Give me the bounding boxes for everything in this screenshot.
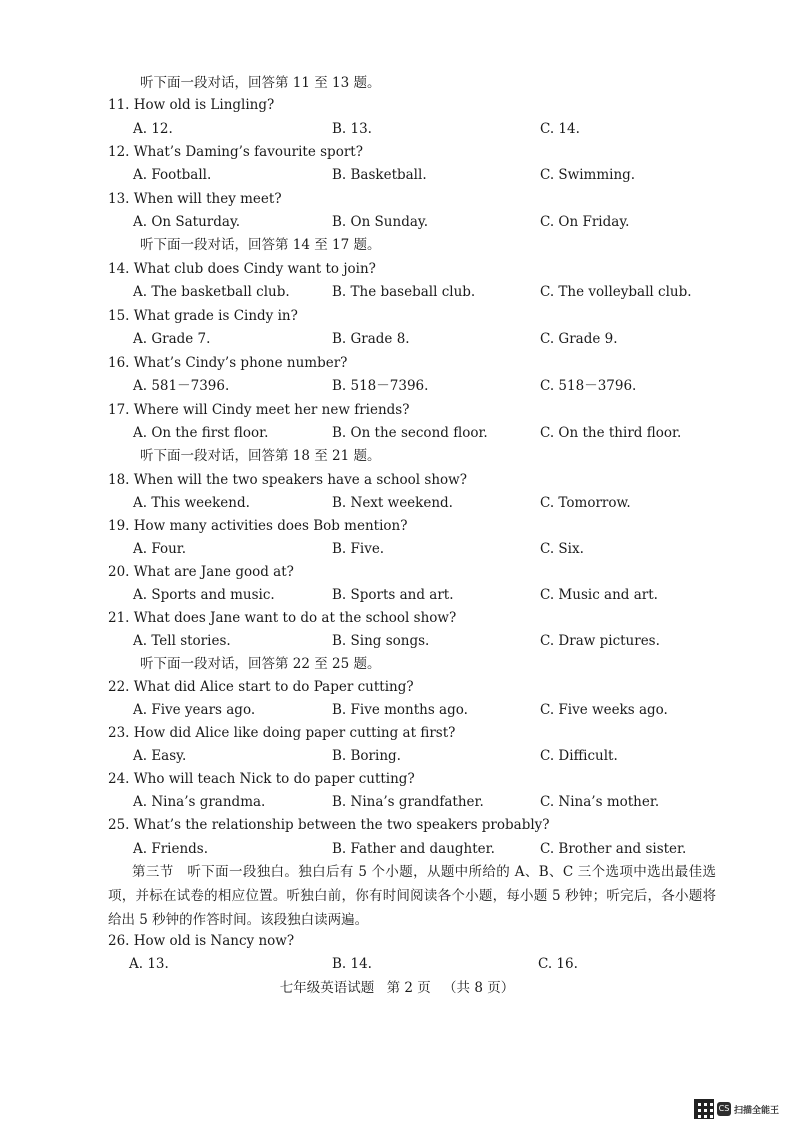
option-a: A. The basketball club. — [133, 284, 290, 300]
option-c: C. Difficult. — [540, 748, 618, 764]
question-14: 14. What club does Cindy want to join? — [108, 261, 376, 277]
option-b: B. Father and daughter. — [332, 841, 495, 857]
option-c: C. Five weeks ago. — [540, 702, 668, 718]
question-11: 11. How old is Lingling? — [108, 97, 275, 113]
option-c: C. 518－3796. — [540, 378, 637, 394]
option-b: B. On Sunday. — [332, 214, 429, 230]
option-a: A. 12. — [133, 121, 173, 137]
section-instruction: 听下面一段对话，回答第 22 至 25 题。 — [140, 656, 381, 672]
option-c: C. Music and art. — [540, 587, 658, 603]
scanner-label: 扫描全能王 — [734, 1105, 780, 1116]
option-c: C. On Friday. — [540, 214, 630, 230]
option-c: C. Swimming. — [540, 167, 636, 183]
option-a: A. This weekend. — [133, 495, 250, 511]
option-c: C. Brother and sister. — [540, 841, 687, 857]
question-22: 22. What did Alice start to do Paper cutting? — [108, 679, 414, 695]
option-a: A. Football. — [133, 167, 212, 183]
option-b: B. Boring. — [332, 748, 401, 764]
option-a: A. Sports and music. — [133, 587, 275, 603]
question-16: 16. What’s Cindy’s phone number? — [108, 355, 348, 371]
option-c: C. Draw pictures. — [540, 633, 660, 649]
option-a: A. Nina’s grandma. — [133, 794, 266, 810]
option-c: C. The volleyball club. — [540, 284, 692, 300]
footer-title: 七年级英语试题 — [279, 980, 375, 996]
option-b: B. 518－7396. — [332, 378, 429, 394]
option-a: A. Grade 7. — [133, 331, 211, 347]
option-a: A. 581－7396. — [133, 378, 230, 394]
option-a: A. On the first floor. — [133, 425, 269, 441]
scanner-logo-icon: CS — [717, 1102, 731, 1116]
option-b: B. Sports and art. — [332, 587, 454, 603]
option-a: A. On Saturday. — [133, 214, 241, 230]
option-c: C. 16. — [538, 956, 578, 972]
page-footer — [0, 977, 794, 999]
question-13: 13. When will they meet? — [108, 191, 282, 207]
question-23: 23. How did Alice like doing paper cutting at first? — [108, 725, 456, 741]
section-instruction: 听下面一段对话，回答第 18 至 21 题。 — [140, 448, 381, 464]
option-c: C. Grade 9. — [540, 331, 618, 347]
option-b: B. The baseball club. — [332, 284, 476, 300]
question-15: 15. What grade is Cindy in? — [108, 308, 298, 324]
option-c: C. Six. — [540, 541, 584, 557]
option-b: B. Sing songs. — [332, 633, 430, 649]
option-b: B. On the second floor. — [332, 425, 488, 441]
option-a: A. Tell stories. — [133, 633, 231, 649]
question-21: 21. What does Jane want to do at the school show? — [108, 610, 457, 626]
question-18: 18. When will the two speakers have a school show? — [108, 472, 467, 488]
option-c: C. On the third floor. — [540, 425, 682, 441]
question-24: 24. Who will teach Nick to do paper cutting? — [108, 771, 415, 787]
scanner-watermark — [694, 1098, 779, 1120]
option-a: A. Four. — [133, 541, 187, 557]
footer-total-pages: （共 8 页） — [443, 980, 515, 996]
footer-page-number: 第 2 页 — [386, 980, 431, 996]
qr-code-icon — [694, 1099, 714, 1119]
option-b: B. Grade 8. — [332, 331, 410, 347]
option-b: B. 13. — [332, 121, 372, 137]
option-a: A. Easy. — [133, 748, 187, 764]
question-17: 17. Where will Cindy meet her new friends? — [108, 402, 410, 418]
question-19: 19. How many activities does Bob mention? — [108, 518, 408, 534]
option-b: B. 14. — [332, 956, 372, 972]
option-a: A. Friends. — [133, 841, 209, 857]
question-25: 25. What’s the relationship between the two speakers probably? — [108, 817, 550, 833]
question-12: 12. What’s Daming’s favourite sport? — [108, 144, 363, 160]
option-a: A. Five years ago. — [133, 702, 256, 718]
part3-instruction: 第三节 听下面一段独白。独白后有 5 个小题，从题中所给的 A、B、C 三个选项中选出最佳选项，并标在试卷的相应位置。听独白前，你有时间阅读各个小题，每小题 5 秒钟；听完后，各小题将给出 5 秒钟的作答时间。该段独白读两遍。 — [108, 864, 716, 928]
option-a: A. 13. — [129, 956, 169, 972]
option-b: B. Next weekend. — [332, 495, 453, 511]
option-c: C. Nina’s mother. — [540, 794, 660, 810]
option-c: C. Tomorrow. — [540, 495, 631, 511]
question-20: 20. What are Jane good at? — [108, 564, 294, 580]
option-b: B. Five. — [332, 541, 385, 557]
option-b: B. Nina’s grandfather. — [332, 794, 484, 810]
section-instruction: 听下面一段对话，回答第 11 至 13 题。 — [140, 75, 381, 91]
option-c: C. 14. — [540, 121, 580, 137]
option-b: B. Five months ago. — [332, 702, 468, 718]
section-instruction: 听下面一段对话，回答第 14 至 17 题。 — [140, 237, 381, 253]
option-b: B. Basketball. — [332, 167, 427, 183]
question-26: 26. How old is Nancy now? — [108, 933, 295, 949]
